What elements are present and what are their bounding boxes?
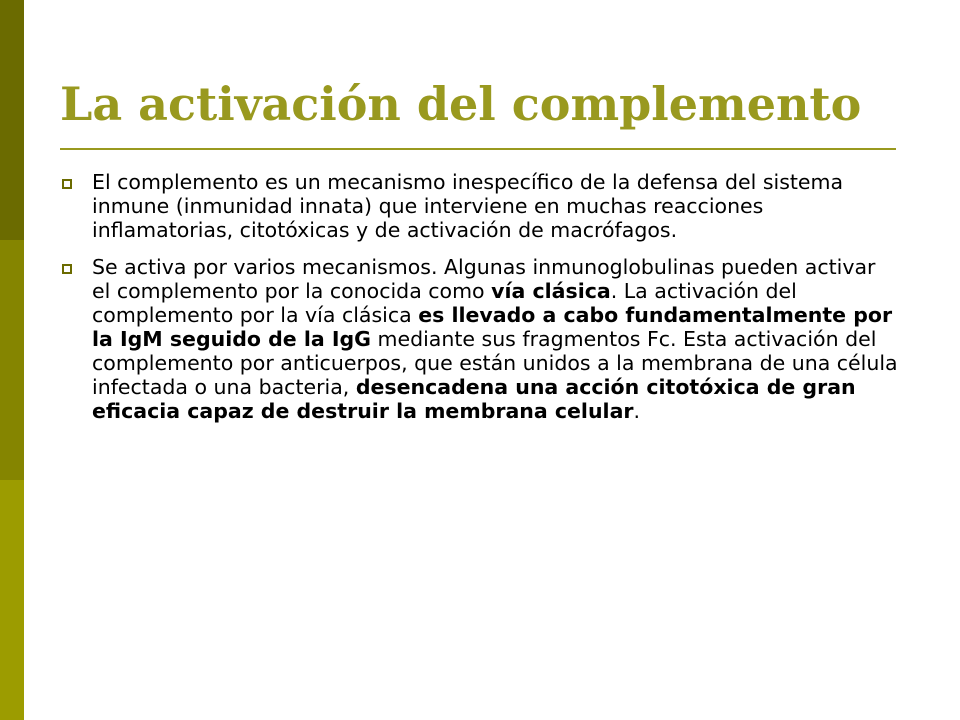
side-bar-middle-segment (0, 240, 24, 480)
bullet-text (92, 255, 900, 423)
bullet-text-segment: Se activa por varios mecanismos. Algunas inmunoglobulinas pueden activar el complemento por la conocida como (92, 255, 876, 303)
bullet-text-segment: . (633, 399, 641, 423)
side-bar-top-segment (0, 0, 24, 240)
bullet-text-bold-segment: desencadena una acción citotóxica de gran eficacia capaz de destruir la membrana celular (92, 375, 856, 423)
bullet-text-segment: El complemento es un mecanismo inespecífico de la defensa del sistema inmune (inmunidad innata) que interviene en muchas reacciones inflamatorias, citotóxicas y de activación de macrófagos. (92, 170, 844, 242)
slide-title: La activación del complemento (60, 77, 862, 131)
bullet-text-bold-segment: vía clásica (491, 279, 611, 303)
bullet-text-bold-segment: es llevado a cabo fundamentalmente por la IgM seguido de la IgG (92, 303, 893, 351)
hollow-square-bullet-icon (62, 179, 72, 189)
bullet-item (60, 170, 900, 242)
hollow-square-bullet-icon (62, 264, 72, 274)
bullet-text-segment: . La activación del complemento por la vía clásica (92, 279, 797, 327)
bullet-text (92, 170, 900, 242)
bullet-text-segment: mediante sus fragmentos Fc. Esta activación del complemento por anticuerpos, que están unidos a la membrana de una célula infectada o una bacteria, (92, 327, 898, 399)
side-accent-bar (0, 0, 24, 720)
bullet-item (60, 255, 900, 423)
title-underline-rule (60, 148, 896, 150)
side-bar-bottom-segment (0, 480, 24, 720)
slide-content (60, 170, 900, 436)
